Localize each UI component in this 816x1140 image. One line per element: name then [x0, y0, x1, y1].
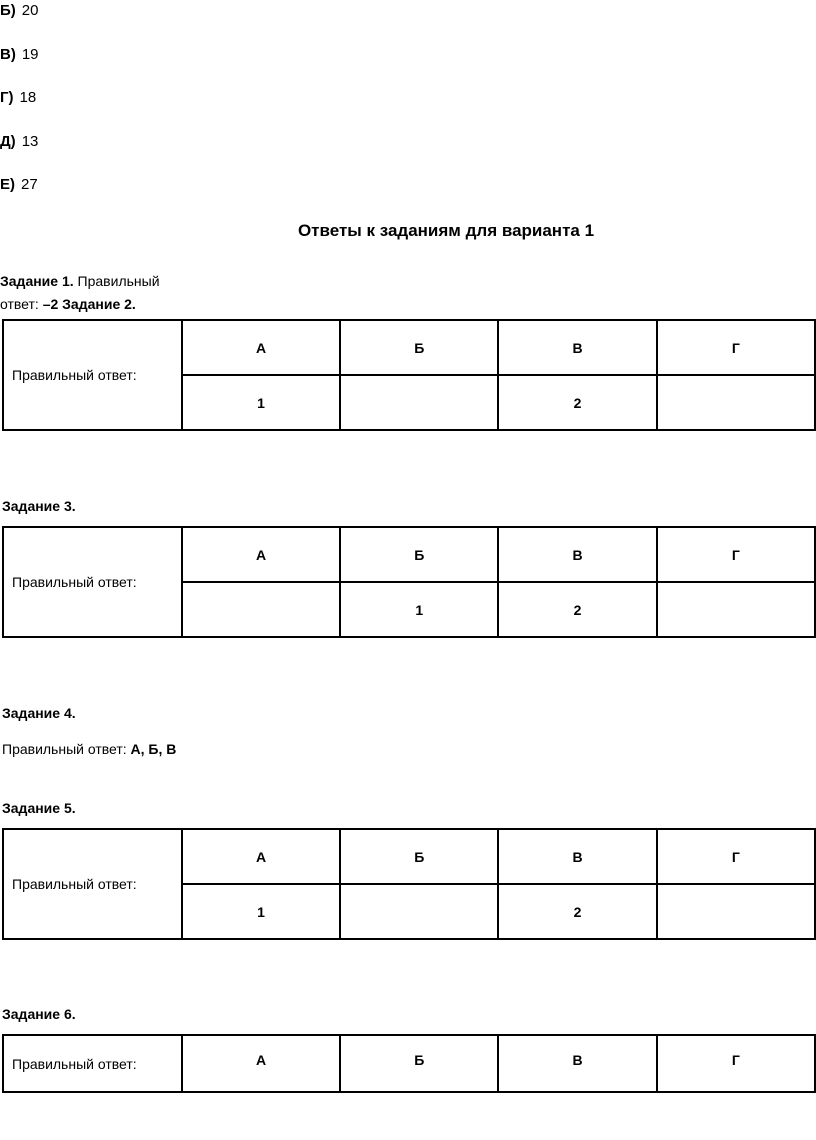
- task4-answer: [2, 741, 176, 757]
- task4-label: Задание 4.: [2, 705, 76, 721]
- task1-line1: [0, 273, 160, 289]
- column-header: Г: [657, 527, 815, 582]
- option-value: 20: [21, 2, 39, 19]
- answer-label: Правильный ответ:: [3, 527, 182, 637]
- column-header: Г: [657, 320, 815, 375]
- option-b: [0, 2, 38, 19]
- answer-cell: [340, 884, 498, 939]
- task1-answer-prefix: Правильный: [77, 273, 160, 289]
- task3-label: Задание 3.: [2, 498, 76, 514]
- option-value: 13: [21, 133, 39, 150]
- option-value: 18: [19, 89, 37, 106]
- option-letter: Д): [0, 133, 16, 150]
- column-header: Б: [340, 1035, 498, 1092]
- task2-table: [2, 319, 816, 431]
- answer-cell: 2: [498, 582, 656, 637]
- option-letter: В): [0, 46, 16, 63]
- answer-cell: [657, 582, 815, 637]
- answer-cell: [657, 884, 815, 939]
- column-header: А: [182, 829, 340, 884]
- column-header: Б: [340, 527, 498, 582]
- column-header: А: [182, 1035, 340, 1092]
- option-d: [0, 133, 38, 150]
- option-v: [0, 46, 39, 63]
- column-header: В: [498, 320, 656, 375]
- column-header: А: [182, 320, 340, 375]
- column-header: Г: [657, 1035, 815, 1092]
- column-header: Б: [340, 320, 498, 375]
- option-letter: Г): [0, 89, 14, 106]
- column-header: В: [498, 1035, 656, 1092]
- answer-label: Правильный ответ:: [3, 1035, 182, 1092]
- answer-cell: 1: [182, 375, 340, 430]
- task4-answer-value: А, Б, В: [130, 741, 177, 757]
- option-letter: Б): [0, 2, 16, 19]
- task2-label: Задание 2.: [62, 296, 136, 312]
- task3-table: [2, 526, 816, 638]
- option-e: [0, 176, 38, 193]
- task5-label: Задание 5.: [2, 800, 76, 816]
- answer-cell: [657, 375, 815, 430]
- task4-answer-text: Правильный ответ:: [2, 741, 127, 757]
- answer-cell: [182, 582, 340, 637]
- answer-cell: 2: [498, 375, 656, 430]
- answer-label: Правильный ответ:: [3, 829, 182, 939]
- task6-label: Задание 6.: [2, 1006, 76, 1022]
- answer-cell: 1: [340, 582, 498, 637]
- task1-answer-value: –2: [42, 296, 59, 312]
- task1-answer-prefix-2: ответ:: [0, 296, 39, 312]
- option-value: 27: [21, 176, 38, 193]
- answer-cell: 1: [182, 884, 340, 939]
- column-header: В: [498, 527, 656, 582]
- answer-cell: [340, 375, 498, 430]
- task1-line2: [0, 296, 136, 312]
- column-header: А: [182, 527, 340, 582]
- option-letter: Е): [0, 176, 15, 193]
- column-header: В: [498, 829, 656, 884]
- column-header: Б: [340, 829, 498, 884]
- task5-table: [2, 828, 816, 940]
- option-g: [0, 89, 36, 106]
- answer-label: Правильный ответ:: [3, 320, 182, 430]
- task6-table: [2, 1034, 816, 1093]
- option-value: 19: [21, 46, 39, 63]
- answer-cell: 2: [498, 884, 656, 939]
- page-title: Ответы к заданиям для варианта 1: [297, 221, 595, 240]
- task1-label: Задание 1.: [0, 273, 74, 289]
- column-header: Г: [657, 829, 815, 884]
